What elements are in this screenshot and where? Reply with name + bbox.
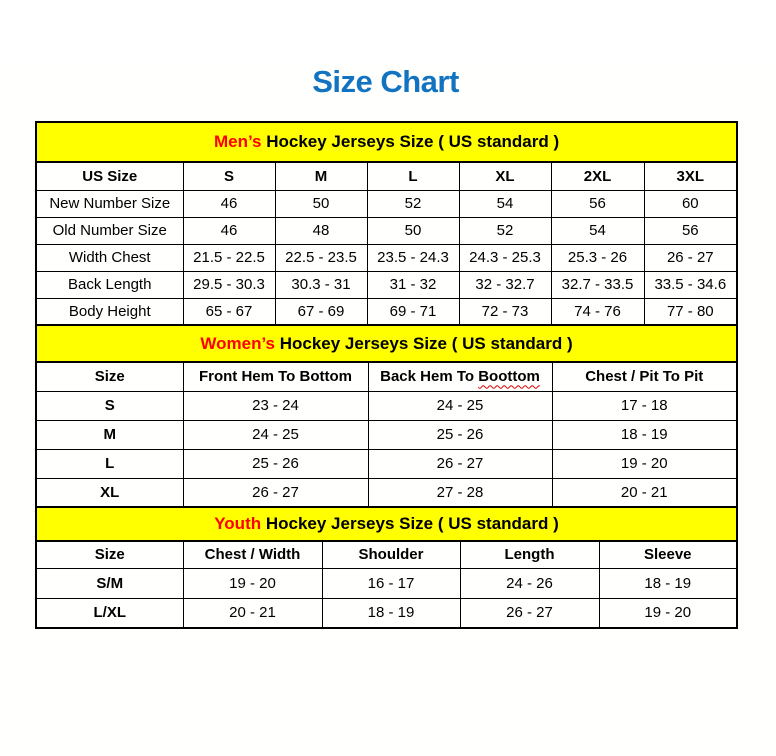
size-value: 26 - 27 xyxy=(644,244,737,271)
youth-size-table xyxy=(35,506,738,629)
size-value: 24 - 25 xyxy=(368,391,552,420)
table-row xyxy=(36,420,737,449)
column-header: Chest / Pit To Pit xyxy=(552,362,737,391)
size-value: 50 xyxy=(367,217,459,244)
size-value: 60 xyxy=(644,190,737,217)
table-row xyxy=(36,190,737,217)
row-label: M xyxy=(36,420,183,449)
size-value: 24 - 26 xyxy=(460,568,599,598)
column-header: L xyxy=(367,162,459,190)
size-value: 65 - 67 xyxy=(183,298,275,325)
mens-title-rest: Hockey Jerseys Size ( US standard ) xyxy=(261,132,560,151)
size-value: 46 xyxy=(183,190,275,217)
column-header: US Size xyxy=(36,162,183,190)
row-label: Old Number Size xyxy=(36,217,183,244)
row-label: New Number Size xyxy=(36,190,183,217)
table-row xyxy=(36,598,737,628)
size-value: 24 - 25 xyxy=(183,420,368,449)
column-header: Chest / Width xyxy=(183,541,322,568)
column-header: 2XL xyxy=(551,162,644,190)
youth-title-highlight: Youth xyxy=(214,514,262,533)
size-value: 46 xyxy=(183,217,275,244)
table-row xyxy=(36,478,737,507)
size-value: 74 - 76 xyxy=(551,298,644,325)
size-value: 20 - 21 xyxy=(552,478,737,507)
size-value: 19 - 20 xyxy=(599,598,737,628)
size-value: 26 - 27 xyxy=(183,478,368,507)
size-value: 54 xyxy=(459,190,551,217)
size-value: 67 - 69 xyxy=(275,298,367,325)
womens-size-table xyxy=(35,324,738,508)
size-chart-sheet xyxy=(0,64,776,756)
size-value: 25 - 26 xyxy=(183,449,368,478)
womens-title-highlight: Women’s xyxy=(200,333,275,353)
size-value: 18 - 19 xyxy=(552,420,737,449)
youth-section-band xyxy=(36,507,737,541)
womens-section-band xyxy=(36,325,737,362)
table-row xyxy=(36,449,737,478)
row-label: XL xyxy=(36,478,183,507)
size-value: 26 - 27 xyxy=(368,449,552,478)
table-row xyxy=(36,391,737,420)
size-value: 56 xyxy=(551,190,644,217)
mens-header-row xyxy=(36,162,737,190)
size-value: 48 xyxy=(275,217,367,244)
size-value: 16 - 17 xyxy=(322,568,460,598)
row-label: L xyxy=(36,449,183,478)
mens-title-highlight: Men’s xyxy=(213,132,262,151)
womens-table-title xyxy=(36,325,737,362)
row-label: Body Height xyxy=(36,298,183,325)
size-value: 69 - 71 xyxy=(367,298,459,325)
size-value: 23 - 24 xyxy=(183,391,368,420)
row-label: Back Length xyxy=(36,271,183,298)
size-value: 25 - 26 xyxy=(368,420,552,449)
size-value: 29.5 - 30.3 xyxy=(183,271,275,298)
size-value: 52 xyxy=(459,217,551,244)
size-value: 50 xyxy=(275,190,367,217)
column-header xyxy=(368,362,552,391)
size-value: 19 - 20 xyxy=(183,568,322,598)
page-title: Size Chart xyxy=(312,64,459,99)
size-value: 56 xyxy=(644,217,737,244)
size-value: 24.3 - 25.3 xyxy=(459,244,551,271)
column-header: Sleeve xyxy=(599,541,737,568)
table-row xyxy=(36,298,737,325)
size-value: 77 - 80 xyxy=(644,298,737,325)
column-header: Size xyxy=(36,541,183,568)
size-value: 22.5 - 23.5 xyxy=(275,244,367,271)
youth-title-rest: Hockey Jerseys Size ( US standard ) xyxy=(261,514,559,533)
misspelled-word: Boottom xyxy=(478,368,540,386)
column-header: S xyxy=(183,162,275,190)
mens-section-band xyxy=(36,122,737,162)
size-value: 32 - 32.7 xyxy=(459,271,551,298)
table-row xyxy=(36,217,737,244)
row-label: Width Chest xyxy=(36,244,183,271)
size-value: 18 - 19 xyxy=(322,598,460,628)
size-value: 19 - 20 xyxy=(552,449,737,478)
column-header-text: Back Hem To xyxy=(380,368,479,386)
size-value: 26 - 27 xyxy=(460,598,599,628)
table-row xyxy=(36,271,737,298)
size-value: 27 - 28 xyxy=(368,478,552,507)
size-value: 25.3 - 26 xyxy=(551,244,644,271)
size-value: 30.3 - 31 xyxy=(275,271,367,298)
mens-size-table xyxy=(35,121,738,326)
row-label: S/M xyxy=(36,568,183,598)
size-value: 20 - 21 xyxy=(183,598,322,628)
size-value: 33.5 - 34.6 xyxy=(644,271,737,298)
table-row xyxy=(36,244,737,271)
size-value: 52 xyxy=(367,190,459,217)
size-value: 18 - 19 xyxy=(599,568,737,598)
womens-title-rest: Hockey Jerseys Size ( US standard ) xyxy=(275,333,573,353)
youth-header-row xyxy=(36,541,737,568)
size-value: 32.7 - 33.5 xyxy=(551,271,644,298)
mens-table-title xyxy=(36,122,737,162)
column-header: Size xyxy=(36,362,183,391)
row-label: S xyxy=(36,391,183,420)
column-header: 3XL xyxy=(644,162,737,190)
size-value: 72 - 73 xyxy=(459,298,551,325)
size-value: 21.5 - 22.5 xyxy=(183,244,275,271)
womens-header-row xyxy=(36,362,737,391)
column-header: Length xyxy=(460,541,599,568)
table-row xyxy=(36,568,737,598)
size-value: 31 - 32 xyxy=(367,271,459,298)
size-value: 54 xyxy=(551,217,644,244)
column-header: Shoulder xyxy=(322,541,460,568)
row-label: L/XL xyxy=(36,598,183,628)
column-header: XL xyxy=(459,162,551,190)
column-header: Front Hem To Bottom xyxy=(183,362,368,391)
column-header: M xyxy=(275,162,367,190)
youth-table-title xyxy=(36,507,737,541)
size-value: 23.5 - 24.3 xyxy=(367,244,459,271)
size-value: 17 - 18 xyxy=(552,391,737,420)
